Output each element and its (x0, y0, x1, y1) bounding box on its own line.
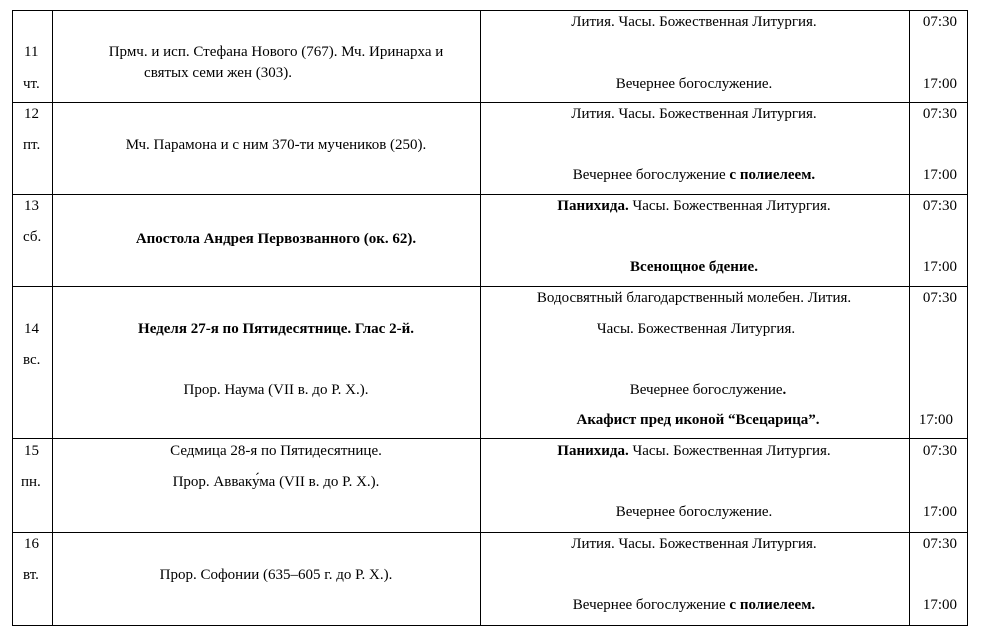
service-morning: Лития. Часы. Божественная Литургия. (571, 14, 817, 30)
saints-line-bold (138, 320, 414, 338)
day-number: 13 (24, 198, 39, 214)
time-evening: 17:00 (922, 597, 957, 613)
feast-title: Апостола Андрея Первозванного (ок. 62). (135, 231, 417, 247)
service-evening-dot: . (782, 382, 787, 398)
akathist-title: Акафист пред иконой “Всецарица”. (576, 412, 820, 428)
service-morning-cont: Часы. Божественная Литургия. (596, 321, 796, 337)
service-evening (573, 166, 815, 184)
service-morning (557, 442, 830, 460)
service-evening-text: Вечернее богослужение (629, 382, 783, 398)
service-evening: Вечернее богослужение. (615, 76, 773, 92)
table-border-bottom (12, 625, 968, 626)
service-evening (630, 258, 758, 276)
service-evening: Вечернее богослужение. (615, 504, 773, 520)
time-evening: 17:00 (922, 167, 957, 183)
time-evening: 17:00 (922, 76, 957, 92)
row-separator (12, 286, 968, 287)
row-separator (12, 194, 968, 195)
service-evening (630, 381, 787, 399)
day-number: 14 (24, 321, 39, 337)
service-akathist (577, 411, 820, 429)
service-morning (557, 197, 830, 215)
row-separator (12, 438, 968, 439)
saints-line: Прор. Авваку́ма (VII в. до Р. Х.). (172, 474, 380, 490)
saints-line: святых семи жен (303). (144, 65, 292, 81)
weekday: пт. (23, 137, 41, 153)
saints-line: Седмица 28-я по Пятидесятнице. (170, 443, 382, 459)
service-evening-emphasis: Всенощное бдение. (630, 259, 758, 275)
weekday: чт. (23, 76, 40, 92)
row-separator (12, 532, 968, 533)
service-morning: Водосвятный благодарственный молебен. Лития. (536, 290, 852, 306)
time-morning: 07:30 (922, 198, 957, 214)
service-morning-text: Часы. Божественная Литургия. (628, 443, 831, 459)
time-morning: 07:30 (922, 290, 957, 306)
time-morning: 07:30 (922, 536, 957, 552)
saints-line: Мч. Парамона и с ним 370-ти мучеников (250). (125, 137, 427, 153)
service-evening-emphasis: с полиелеем. (729, 167, 816, 183)
time-morning: 07:30 (922, 443, 957, 459)
service-evening-emphasis: с полиелеем. (729, 597, 816, 613)
service-evening-text: Вечернее богослужение (572, 167, 730, 183)
saints-line: Прор. Наума (VII в. до Р. Х.). (183, 382, 369, 398)
service-morning-emphasis: Панихида. (557, 443, 629, 459)
weekday: сб. (23, 229, 42, 245)
saints-line: Прмч. и исп. Стефана Нового (767). Мч. Иринарха и (108, 44, 444, 60)
time-evening: 17:00 (918, 412, 953, 428)
time-evening: 17:00 (922, 259, 957, 275)
service-morning: Лития. Часы. Божественная Литургия. (571, 106, 817, 122)
time-morning: 07:30 (922, 14, 957, 30)
weekday: пн. (21, 474, 41, 490)
weekday: вт. (23, 567, 39, 583)
time-evening: 17:00 (922, 504, 957, 520)
service-evening-text: Вечернее богослужение (572, 597, 730, 613)
service-morning-emphasis: Панихида. (557, 198, 629, 214)
table-border-top (12, 10, 968, 11)
saints-line-bold (136, 230, 416, 248)
day-number: 15 (24, 443, 39, 459)
day-number: 12 (24, 106, 39, 122)
day-number: 11 (24, 44, 39, 60)
service-morning: Лития. Часы. Божественная Литургия. (571, 536, 817, 552)
time-morning: 07:30 (922, 106, 957, 122)
service-evening (573, 596, 815, 614)
saints-line: Прор. Софонии (635–605 г. до Р. Х.). (159, 567, 393, 583)
weekday: вс. (23, 352, 41, 368)
row-separator (12, 102, 968, 103)
service-morning-text: Часы. Божественная Литургия. (628, 198, 831, 214)
sunday-title: Неделя 27-я по Пятидесятнице. Глас 2-й. (138, 321, 414, 337)
day-number: 16 (24, 536, 39, 552)
